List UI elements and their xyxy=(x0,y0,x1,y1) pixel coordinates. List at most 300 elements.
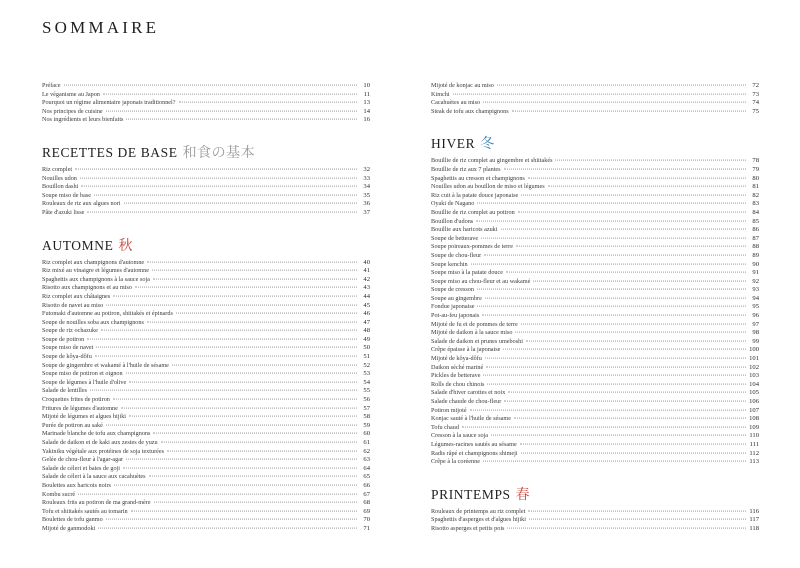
dot-leader xyxy=(521,194,746,195)
toc-entry[interactable] xyxy=(42,465,370,474)
toc-entry[interactable] xyxy=(431,108,759,117)
toc-entry-page: 72 xyxy=(752,82,759,89)
toc-entry-page: 107 xyxy=(749,406,759,414)
toc-entry-page: 88 xyxy=(752,243,759,251)
toc-entry-title: Riz cuit à la patate douce japonaise xyxy=(431,191,519,199)
toc-entry[interactable] xyxy=(42,116,370,125)
toc-entry-page: 60 xyxy=(363,430,370,438)
toc-entry[interactable] xyxy=(42,491,370,500)
toc-entry[interactable] xyxy=(42,276,370,285)
toc-entry-title: Soupe poireaux-pommes de terre xyxy=(431,243,513,251)
toc-entry[interactable] xyxy=(431,278,759,287)
toc-entry[interactable] xyxy=(42,473,370,482)
toc-entry-title: Kimchi xyxy=(431,90,450,98)
toc-entry-title: Pourquoi un régime alimentaire japonais traditionnel? xyxy=(42,99,176,107)
dot-leader xyxy=(78,493,357,494)
toc-entry-page: 73 xyxy=(752,90,759,98)
toc-entry[interactable] xyxy=(431,218,759,227)
right-column xyxy=(431,82,759,534)
dot-leader xyxy=(114,485,357,486)
toc-entry[interactable] xyxy=(431,261,759,270)
toc-entry-page: 103 xyxy=(749,372,759,380)
dot-leader xyxy=(462,426,746,427)
toc-entry-title: Futomaki d'automne au potiron, shiitakés et épinards xyxy=(42,310,173,318)
base-recipes-list xyxy=(42,166,370,218)
toc-entry-title: Bouillie de riz aux 7 plantes xyxy=(431,165,501,173)
toc-entry-title: Kombu sucré xyxy=(42,490,76,498)
dot-leader xyxy=(487,383,746,384)
toc-entry[interactable] xyxy=(431,407,759,416)
toc-entry[interactable] xyxy=(42,99,370,108)
dot-leader xyxy=(113,399,357,400)
toc-entry[interactable] xyxy=(431,321,759,330)
toc-entry-page: 87 xyxy=(752,234,759,242)
toc-entry-title: Rouleaux de riz aux algues nori xyxy=(42,200,121,208)
toc-entry[interactable] xyxy=(431,209,759,218)
toc-entry-page: 42 xyxy=(363,275,370,283)
dot-leader xyxy=(64,85,357,86)
toc-entry[interactable] xyxy=(431,183,759,192)
toc-entry-page: 11 xyxy=(363,90,370,98)
toc-entry-title: Légumes-racines sautés au sésame xyxy=(431,440,517,448)
toc-entry-page: 112 xyxy=(749,449,759,457)
section-title-japanese: 冬 xyxy=(480,137,495,153)
toc-entry[interactable] xyxy=(431,99,759,108)
toc-entry-page: 66 xyxy=(363,481,370,489)
toc-entry[interactable] xyxy=(431,295,759,304)
toc-entry[interactable] xyxy=(431,235,759,244)
toc-entry-title: Mijoté de fu et de pommes de terre xyxy=(431,320,518,328)
toc-entry[interactable] xyxy=(42,405,370,414)
toc-entry-title: Le véganisme au Japon xyxy=(42,90,100,98)
toc-entry-page: 10 xyxy=(363,82,370,89)
dot-leader xyxy=(129,381,357,382)
toc-entry-page: 116 xyxy=(749,507,759,515)
toc-entry[interactable] xyxy=(431,508,759,517)
toc-entry-page: 37 xyxy=(363,208,370,216)
toc-entry-title: Bouillie aux haricots azuki xyxy=(431,226,498,234)
dot-leader xyxy=(106,519,357,520)
toc-entry[interactable] xyxy=(431,364,759,373)
dot-leader xyxy=(518,212,746,213)
toc-entry-title: Riz mixé au vinaigre et légumes d'automne xyxy=(42,267,149,275)
toc-entry-page: 86 xyxy=(752,226,759,234)
toc-entry-page: 65 xyxy=(363,473,370,481)
toc-entry-title: Yakiniku végétale aux protéines de soja texturées xyxy=(42,447,165,455)
toc-entry-title: Pâte d'azuki lisse xyxy=(42,208,85,216)
dot-leader xyxy=(516,246,746,247)
dot-leader xyxy=(124,203,357,204)
toc-entry[interactable] xyxy=(431,157,759,166)
dot-leader xyxy=(486,366,746,367)
toc-entry-page: 32 xyxy=(363,165,370,173)
toc-entry-title: Soupe de nouilles soba aux champignons xyxy=(42,318,144,326)
dot-leader xyxy=(81,186,357,187)
dot-leader xyxy=(470,409,746,410)
toc-entry[interactable] xyxy=(42,293,370,302)
toc-entry[interactable] xyxy=(431,372,759,381)
toc-entry[interactable] xyxy=(431,338,759,347)
toc-entry-page: 96 xyxy=(752,312,759,320)
toc-entry[interactable] xyxy=(42,284,370,293)
toc-entry-title: Rouleaux de printemps au riz complet xyxy=(431,507,526,515)
dot-leader xyxy=(485,297,746,298)
toc-entry-page: 80 xyxy=(752,174,759,182)
toc-entry-title: Konjac sauté à l'huile de sésame xyxy=(431,415,511,423)
toc-entry-page: 91 xyxy=(752,269,759,277)
toc-entry-page: 44 xyxy=(363,292,370,300)
toc-entry[interactable] xyxy=(42,108,370,117)
toc-entry-page: 50 xyxy=(363,344,370,352)
toc-entry[interactable] xyxy=(431,355,759,364)
toc-entry-page: 102 xyxy=(749,363,759,371)
toc-entry-page: 99 xyxy=(752,337,759,345)
toc-entry[interactable] xyxy=(42,209,370,218)
printemps-list xyxy=(431,508,759,534)
dot-leader xyxy=(95,356,357,357)
toc-entry-title: Fritures de légumes d'automne xyxy=(42,404,118,412)
dot-leader xyxy=(528,510,746,511)
toc-entry-page: 101 xyxy=(749,355,759,363)
section-title-base xyxy=(42,143,370,162)
dot-leader xyxy=(477,203,746,204)
toc-entry[interactable] xyxy=(431,82,759,91)
dot-leader xyxy=(548,186,746,187)
toc-entry[interactable] xyxy=(42,91,370,100)
toc-entry-page: 16 xyxy=(363,116,370,124)
toc-entry-page: 45 xyxy=(363,301,370,309)
toc-entry-title: Bouillie de riz complet au potiron xyxy=(431,208,515,216)
toc-entry[interactable] xyxy=(42,166,370,175)
toc-entry[interactable] xyxy=(42,448,370,457)
toc-entry-title: Bouillon dashi xyxy=(42,183,79,191)
toc-entry-page: 98 xyxy=(752,329,759,337)
toc-entry-page: 105 xyxy=(749,389,759,397)
toc-entry-title: Soupe miso de potiron et oignon xyxy=(42,370,123,378)
dot-leader xyxy=(135,287,357,288)
toc-entry-page: 85 xyxy=(752,217,759,225)
toc-entry[interactable] xyxy=(431,450,759,459)
dot-leader xyxy=(152,270,357,271)
toc-entry-page: 95 xyxy=(752,303,759,311)
dot-leader xyxy=(514,418,746,419)
toc-entry-page: 36 xyxy=(363,200,370,208)
toc-entry[interactable] xyxy=(431,286,759,295)
toc-entry-title: Cresson à la sauce soja xyxy=(431,432,489,440)
toc-entry-page: 113 xyxy=(749,458,759,466)
toc-entry[interactable] xyxy=(42,353,370,362)
toc-entry[interactable] xyxy=(42,267,370,276)
dot-leader xyxy=(147,261,357,262)
dot-leader xyxy=(176,313,357,314)
dot-leader xyxy=(504,169,746,170)
toc-entry-title: Soupe au gingembre xyxy=(431,294,482,302)
toc-entry[interactable] xyxy=(431,226,759,235)
toc-entry-page: 13 xyxy=(363,99,370,107)
toc-entry-title: Spaghettis au cresson et champignons xyxy=(431,174,525,182)
toc-entry-page: 75 xyxy=(752,107,759,115)
toc-entry[interactable] xyxy=(431,91,759,100)
toc-entry[interactable] xyxy=(42,319,370,328)
dot-leader xyxy=(131,510,357,511)
toc-entry-title: Salade de lentilles xyxy=(42,387,88,395)
toc-entry[interactable] xyxy=(42,413,370,422)
toc-entry-title: Pickles de betterave xyxy=(431,372,481,380)
toc-entry-page: 51 xyxy=(363,353,370,361)
dot-leader xyxy=(80,177,357,178)
dot-leader xyxy=(126,373,357,374)
toc-entry-title: Purée de potiron au saké xyxy=(42,421,103,429)
toc-entry[interactable] xyxy=(431,398,759,407)
toc-entry[interactable] xyxy=(42,370,370,379)
toc-entry-page: 106 xyxy=(749,398,759,405)
toc-entry[interactable] xyxy=(42,396,370,405)
toc-entry[interactable] xyxy=(42,336,370,345)
toc-entry[interactable] xyxy=(431,424,759,433)
toc-entry-title: Soupe de chou-fleur xyxy=(431,251,482,259)
toc-entry-title: Croquettes frites de potiron xyxy=(42,396,110,404)
toc-entry-page: 82 xyxy=(752,191,759,199)
toc-entry[interactable] xyxy=(431,389,759,398)
toc-entry-title: Salade de céleri à la sauce aux cacahuètes xyxy=(42,473,146,481)
toc-entry[interactable] xyxy=(42,175,370,184)
toc-entry-title: Salade chaude de chou-fleur xyxy=(431,398,502,405)
toc-entry[interactable] xyxy=(42,327,370,336)
dot-leader xyxy=(167,450,357,451)
toc-entry-page: 109 xyxy=(749,423,759,431)
toc-entry-title: Soupe de betterave xyxy=(431,234,479,242)
toc-entry-title: Crêpe à la coréenne xyxy=(431,458,480,466)
toc-entry-title: Soupe de riz ochazuke xyxy=(42,327,98,335)
dot-leader xyxy=(504,401,746,402)
dot-leader xyxy=(96,347,357,348)
toc-entry[interactable] xyxy=(42,439,370,448)
toc-entry-title: Mijoté de daikon à la sauce miso xyxy=(431,329,513,337)
dot-leader xyxy=(477,306,746,307)
toc-entry-title: Riz complet aux champignons d'automne xyxy=(42,258,145,266)
toc-entry-page: 84 xyxy=(752,208,759,216)
dot-leader xyxy=(477,289,746,290)
dot-leader xyxy=(75,169,357,170)
toc-entry-title: Riz complet aux châtaignes xyxy=(42,292,111,300)
section-title-hiver xyxy=(431,134,759,153)
toc-entry-page: 43 xyxy=(363,284,370,292)
intro-list xyxy=(42,82,370,125)
dot-leader xyxy=(501,229,747,230)
dot-leader xyxy=(503,349,746,350)
toc-entry[interactable] xyxy=(431,243,759,252)
dot-leader xyxy=(520,444,746,445)
toc-entry-title: Nouilles udon xyxy=(42,174,77,182)
toc-entry[interactable] xyxy=(431,269,759,278)
dot-leader xyxy=(172,364,357,365)
toc-entry-title: Soupe miso au chou-fleur et au wakamé xyxy=(431,277,531,285)
toc-entry[interactable] xyxy=(431,329,759,338)
dot-leader xyxy=(106,424,357,425)
dot-leader xyxy=(123,467,357,468)
toc-entry-page: 33 xyxy=(363,174,370,182)
section-title-japanese: 和食の基本 xyxy=(182,145,256,161)
toc-entry[interactable] xyxy=(431,200,759,209)
toc-entry-page: 92 xyxy=(752,277,759,285)
toc-entry-page: 35 xyxy=(363,191,370,199)
toc-entry[interactable] xyxy=(42,525,370,534)
toc-entry-title: Rouleaux frits au potiron de ma grand-mère xyxy=(42,499,151,507)
dot-leader xyxy=(453,93,746,94)
dot-leader xyxy=(94,194,357,195)
toc-entry-title: Steak de tofu aux champignons xyxy=(431,107,509,115)
toc-entry-title: Soupe miso de navet xyxy=(42,344,94,352)
toc-entry[interactable] xyxy=(431,312,759,321)
toc-entry[interactable] xyxy=(431,458,759,467)
toc-entry-page: 78 xyxy=(752,157,759,165)
toc-entry-page: 46 xyxy=(363,310,370,318)
dot-leader xyxy=(98,528,357,529)
toc-entry[interactable] xyxy=(42,508,370,517)
toc-entry[interactable] xyxy=(431,192,759,201)
dot-leader xyxy=(481,237,746,238)
toc-entry-title: Nos ingrédients et leurs bienfaits xyxy=(42,116,124,124)
toc-entry-title: Risotto asperges et petits pois xyxy=(431,524,505,532)
toc-entry-page: 58 xyxy=(363,413,370,421)
toc-entry[interactable] xyxy=(431,346,759,355)
toc-entry[interactable] xyxy=(431,415,759,424)
toc-entry[interactable] xyxy=(42,379,370,388)
toc-entry[interactable] xyxy=(42,183,370,192)
toc-entry-title: Mijoté de kôya-dôfu xyxy=(431,355,482,363)
toc-entry[interactable] xyxy=(42,302,370,311)
toc-entry[interactable] xyxy=(42,499,370,508)
dot-leader xyxy=(506,272,746,273)
toc-entry-page: 57 xyxy=(363,404,370,412)
toc-entry-title: Cacahuètes au miso xyxy=(431,99,481,107)
dot-leader xyxy=(521,452,746,453)
toc-entry-title: Mijoté de ganmodoki xyxy=(42,524,96,532)
toc-entry[interactable] xyxy=(431,252,759,261)
toc-entry[interactable] xyxy=(42,310,370,319)
toc-entry-title: Tofu et shiitakés sautés au tomarin xyxy=(42,507,128,515)
toc-entry-title: Spaghettis d'asperges et d'algues hijiki xyxy=(431,516,526,524)
toc-entry-title: Bouillie de riz complet au gingembre et shiitakés xyxy=(431,157,553,165)
dot-leader xyxy=(515,332,746,333)
section-title-text: RECETTES DE BASE xyxy=(42,144,178,160)
toc-entry[interactable] xyxy=(42,482,370,491)
toc-entry[interactable] xyxy=(42,430,370,439)
toc-entry-title: Oyaki de Nagano xyxy=(431,200,475,208)
automne-continued-list xyxy=(431,82,759,116)
toc-entry-page: 47 xyxy=(363,318,370,326)
dot-leader xyxy=(147,321,357,322)
dot-leader xyxy=(512,110,746,111)
dot-leader xyxy=(179,102,357,103)
toc-entry[interactable] xyxy=(42,200,370,209)
toc-entry-page: 118 xyxy=(749,524,759,532)
toc-entry[interactable] xyxy=(42,192,370,201)
toc-entry[interactable] xyxy=(431,432,759,441)
dot-leader xyxy=(533,280,746,281)
toc-entry-page: 110 xyxy=(749,432,759,440)
dot-leader xyxy=(529,519,746,520)
toc-entry-title: Risotto de navet au miso xyxy=(42,301,104,309)
toc-entry[interactable] xyxy=(431,441,759,450)
toc-entry-page: 59 xyxy=(363,421,370,429)
toc-entry-title: Daikon séché mariné xyxy=(431,363,484,371)
toc-entry-page: 74 xyxy=(752,99,759,107)
dot-leader xyxy=(106,304,357,305)
dot-leader xyxy=(161,442,357,443)
dot-leader xyxy=(484,255,746,256)
toc-entry[interactable] xyxy=(42,387,370,396)
toc-entry-page: 62 xyxy=(363,447,370,455)
toc-entry[interactable] xyxy=(42,82,370,91)
toc-entry[interactable] xyxy=(42,456,370,465)
toc-entry-page: 100 xyxy=(749,346,759,354)
toc-entry-page: 93 xyxy=(752,286,759,294)
dot-leader xyxy=(508,392,746,393)
toc-entry-page: 67 xyxy=(363,490,370,498)
toc-entry[interactable] xyxy=(42,422,370,431)
dot-leader xyxy=(149,476,357,477)
dot-leader xyxy=(483,461,746,462)
dot-leader xyxy=(87,212,357,213)
toc-entry-title: Rolls de chou chinois xyxy=(431,380,485,388)
toc-entry-title: Soupe de gingembre et wakamé à l'huile de sésame xyxy=(42,361,169,369)
toc-entry-page: 117 xyxy=(749,516,759,524)
toc-entry-page: 79 xyxy=(752,165,759,173)
toc-entry-page: 34 xyxy=(363,183,370,191)
dot-leader xyxy=(121,407,357,408)
dot-leader xyxy=(129,416,357,417)
dot-leader xyxy=(491,435,746,436)
toc-entry[interactable] xyxy=(431,303,759,312)
section-title-printemps xyxy=(431,485,759,504)
section-title-japanese: 春 xyxy=(515,487,531,503)
section-title-japanese: 秋 xyxy=(118,238,133,254)
toc-entry-title: Soupe miso à la patate douce xyxy=(431,269,503,277)
toc-entry[interactable] xyxy=(431,166,759,175)
dot-leader xyxy=(471,263,746,264)
toc-entry-title: Radis râpé et champignons shimeji xyxy=(431,449,518,457)
dot-leader xyxy=(476,220,746,221)
toc-entry-page: 108 xyxy=(749,415,759,423)
hiver-list xyxy=(431,157,759,466)
dot-leader xyxy=(485,358,746,359)
toc-entry[interactable] xyxy=(42,259,370,268)
dot-leader xyxy=(555,160,746,161)
toc-entry-title: Gelée de chou-fleur à l'agar-agar xyxy=(42,456,124,464)
toc-entry-title: Préface xyxy=(42,82,61,89)
toc-entry[interactable] xyxy=(431,381,759,390)
toc-entry[interactable] xyxy=(431,525,759,534)
dot-leader xyxy=(126,119,357,120)
section-title-text: HIVER xyxy=(431,136,476,152)
page-title: SOMMAIRE xyxy=(42,18,160,37)
toc-entry-page: 90 xyxy=(752,260,759,268)
toc-entry[interactable] xyxy=(431,516,759,525)
toc-entry[interactable] xyxy=(42,344,370,353)
toc-entry-title: Salade d'hiver carottes et noix xyxy=(431,389,506,397)
toc-entry[interactable] xyxy=(431,175,759,184)
automne-list xyxy=(42,259,370,534)
toc-entry-page: 81 xyxy=(752,183,759,191)
section-title-automne xyxy=(42,236,370,255)
section-title-text: PRINTEMPS xyxy=(431,486,511,502)
toc-entry-page: 53 xyxy=(363,370,370,378)
toc-entry-title: Potiron mijoté xyxy=(431,406,467,414)
toc-entry[interactable] xyxy=(42,362,370,371)
toc-entry[interactable] xyxy=(42,516,370,525)
toc-entry-page: 71 xyxy=(363,524,370,532)
